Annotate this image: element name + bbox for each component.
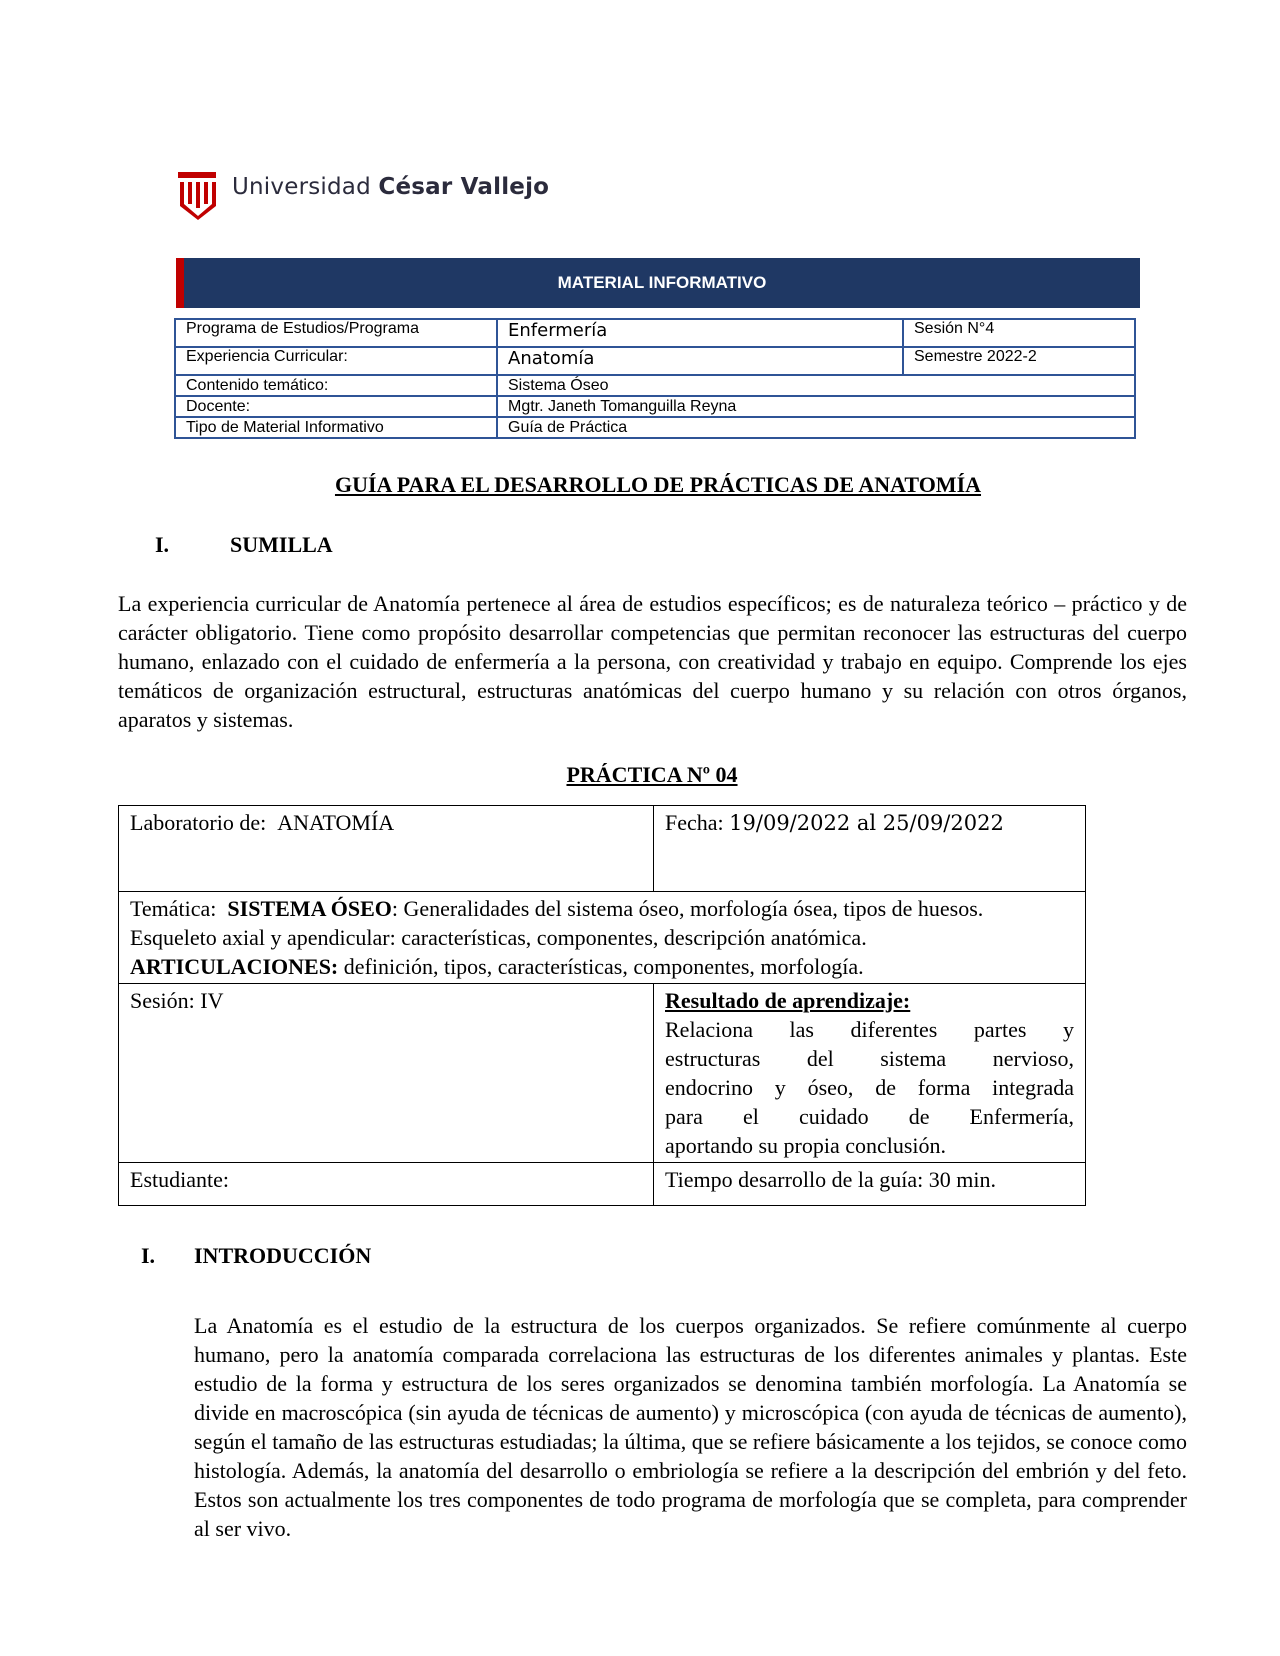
info-value: Mgtr. Janeth Tomanguilla Reyna bbox=[497, 396, 1135, 417]
document-title: GUÍA PARA EL DESARROLLO DE PRÁCTICAS DE ANATOMÍA bbox=[334, 472, 982, 497]
resultado-line: Relaciona las diferentes partes y bbox=[665, 1017, 1074, 1042]
section-heading-introduccion: INTRODUCCIÓN bbox=[194, 1243, 372, 1268]
resultado-line: aportando su propia conclusión. bbox=[665, 1133, 947, 1158]
fecha-value: 19/09/2022 al 25/09/2022 bbox=[729, 811, 1004, 835]
tematica-cell bbox=[119, 892, 1086, 984]
tematica-label: Temática: bbox=[130, 896, 217, 921]
sesion-cell: Sesión: IV bbox=[119, 984, 654, 1163]
university-name: Universidad César Vallejo bbox=[232, 174, 550, 200]
table-row bbox=[175, 319, 1135, 347]
sumilla-paragraph: La experiencia curricular de Anatomía pertenece al área de estudios específicos; es de naturaleza teórico – práctico y de carácter obligatorio. Tiene como propósito desarrollar competencias que permitan reconocer las estructuras del cuerpo humano, enlazado con el cuidado de enfermería a la persona, con creatividad y trabajo en equipo. Comprende los ejes temáticos de organización estructural, estructuras anatómicas del cuerpo humano y su relación con otros órganos, aparatos y sistemas. bbox=[118, 591, 1187, 732]
section-heading-sumilla: SUMILLA bbox=[230, 532, 333, 557]
info-label: Contenido temático: bbox=[175, 375, 497, 396]
fecha-label: Fecha: bbox=[665, 810, 724, 835]
info-label: Experiencia Curricular: bbox=[175, 347, 497, 375]
table-row bbox=[119, 892, 1086, 984]
tematica-bold: SISTEMA ÓSEO bbox=[227, 896, 392, 921]
table-row bbox=[119, 1163, 1086, 1206]
university-logo-icon bbox=[176, 170, 220, 220]
table-row bbox=[175, 375, 1135, 396]
resultado-heading: Resultado de aprendizaje: bbox=[665, 988, 911, 1013]
info-value: Sistema Óseo bbox=[497, 375, 1135, 396]
section-number: I. bbox=[155, 532, 170, 557]
info-value: Anatomía bbox=[497, 347, 903, 375]
info-value: Guía de Práctica bbox=[497, 417, 1135, 438]
resultado-line: endocrino y óseo, de forma integrada bbox=[665, 1075, 1074, 1100]
table-row bbox=[119, 806, 1086, 892]
info-label: Programa de Estudios/Programa bbox=[175, 319, 497, 347]
resultado-line: estructuras del sistema nervioso, bbox=[665, 1046, 1074, 1071]
lab-label: Laboratorio de: bbox=[130, 810, 267, 835]
info-label: Docente: bbox=[175, 396, 497, 417]
info-value: Enfermería bbox=[497, 319, 903, 347]
lab-value: ANATOMÍA bbox=[277, 810, 395, 835]
table-row bbox=[175, 396, 1135, 417]
estudiante-cell: Estudiante: bbox=[119, 1163, 654, 1206]
practica-table bbox=[118, 805, 1086, 1206]
info-extra: Semestre 2022-2 bbox=[903, 347, 1135, 375]
banner-accent bbox=[176, 258, 184, 308]
articulaciones-text: definición, tipos, características, componentes, morfología. bbox=[343, 954, 864, 979]
resultado-line: para el cuidado de Enfermería, bbox=[665, 1104, 1074, 1129]
section-number: I. bbox=[141, 1243, 156, 1268]
table-row bbox=[119, 984, 1086, 1163]
lab-cell bbox=[119, 806, 654, 892]
info-table bbox=[174, 318, 1136, 439]
table-row bbox=[175, 347, 1135, 375]
resultado-cell bbox=[654, 984, 1086, 1163]
tematica-text: : Generalidades del sistema óseo, morfología ósea, tipos de huesos. Esqueleto axial y apendicular: características, componentes, descripción anatómica. bbox=[130, 896, 984, 950]
introduccion-paragraph: La Anatomía es el estudio de la estructura de los cuerpos organizados. Se refiere comúnmente al cuerpo humano, pero la anatomía comparada correlaciona las estructuras de los diferentes animales y plantas. Este estudio de la forma y estructura de los seres organizados se denomina también morfología. La Anatomía se divide en macroscópica (sin ayuda de técnicas de aumento) y microscópica (con ayuda de técnicas de aumento), según el tamaño de las estructuras estudiadas; la última, que se refiere básicamente a los tejidos, se conoce como histología. Además, la anatomía del desarrollo o embriología se refiere a la descripción del embrión y del feto. Estos son actualmente los tres componentes de todo programa de morfología que se completa, para comprender al ser vivo. bbox=[194, 1313, 1187, 1541]
fecha-cell bbox=[654, 806, 1086, 892]
info-extra: Sesión N°4 bbox=[903, 319, 1135, 347]
info-label: Tipo de Material Informativo bbox=[175, 417, 497, 438]
practica-title: PRÁCTICA Nº 04 bbox=[566, 762, 738, 787]
banner-title: MATERIAL INFORMATIVO bbox=[557, 273, 767, 292]
tiempo-cell: Tiempo desarrollo de la guía: 30 min. bbox=[654, 1163, 1086, 1206]
table-row bbox=[175, 417, 1135, 438]
articulaciones-bold: ARTICULACIONES: bbox=[130, 954, 339, 979]
